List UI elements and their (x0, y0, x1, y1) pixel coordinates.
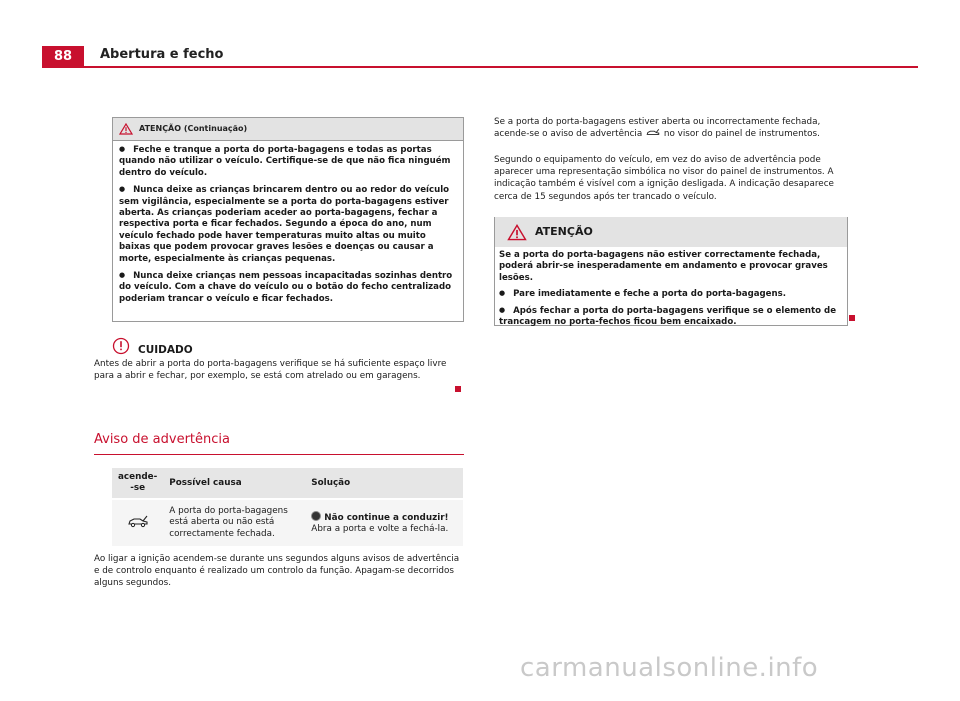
end-of-section-marker (455, 386, 461, 392)
caution-heading: CUIDADO (138, 344, 193, 356)
warning-box-heading: ATENÇÃO (Continuação) (139, 123, 248, 133)
warning-box-header (495, 217, 847, 247)
column-header-solution: Solução (305, 468, 463, 498)
page-number: 88 (42, 46, 84, 68)
right-paragraph-1: Se a porta do porta-bagagens estiver aberta ou incorrectamente fechada, acende-se o aviso de advertência no visor do painel de instrumentos. (494, 117, 821, 140)
ignition-paragraph: Ao ligar a ignição acendem-se durante uns segundos alguns avisos de advertência e de controlo enquanto é realizado um controlo da função. Apagam-se decorridos alguns segundos. (94, 554, 460, 589)
warning-intro: Se a porta do porta-bagagens não estiver correctamente fechada, poderá abrir-se inesperadamente em andamento e provocar graves lesões. (499, 250, 828, 283)
warning-item: ● Pare imediatamente e feche a porta do porta-bagagens. (499, 289, 843, 300)
end-of-section-marker (849, 315, 855, 321)
warning-box-continued (112, 117, 464, 322)
warning-box (494, 217, 848, 326)
watermark: carmanualsonline.info (520, 653, 819, 683)
section-title: Aviso de advertência (94, 432, 230, 447)
stop-indicator-icon (311, 511, 321, 521)
car-open-trunk-icon (127, 514, 149, 528)
column-header-cause: Possível causa (163, 468, 305, 498)
warning-light-table (112, 468, 463, 546)
table-cell-icon (112, 500, 163, 546)
warning-item: ● Nunca deixe as crianças brincarem dentro ou ao redor do veículo sem vigilância, especialmente se a porta do porta-bagagens estiver aberta. As crianças poderiam aceder ao porta-bagagens, fechar a respectiva porta e ficar fechados. Segundo a época do ano, num veículo fechado pode haver temperaturas muito altas ou muito baixas que podem provocar graves lesões e doenças ou causar a morte, especialmente às crianças pequenas. (119, 185, 457, 265)
right-paragraph-2: Segundo o equipamento do veículo, em vez do aviso de advertência pode aparecer uma representação simbólica no visor do painel de instrumentos. A indicação também é visível com a ignição desligada. A indicação desaparece cerca de 15 segundos após ter trancado o veículo. (494, 155, 834, 202)
warning-triangle-icon (119, 123, 133, 135)
car-open-trunk-icon (645, 128, 661, 137)
warning-heading: ATENÇÃO (535, 224, 593, 238)
column-header-lights-up: acende- -se (112, 468, 163, 498)
warning-box-header (113, 118, 463, 141)
table-cell-cause: A porta do porta-bagagens está aberta ou não está correctamente fechada. (163, 500, 305, 546)
table-cell-solution: Não continue a conduzir! Abra a porta e volte a fechá-la. (305, 500, 463, 546)
caution-text: Antes de abrir a porta do porta-bagagens verifique se há suficiente espaço livre para a abrir e fechar, por exemplo, se está com atrelado ou em garagens. (94, 359, 447, 382)
section-rule (94, 454, 464, 455)
caution-icon (112, 337, 130, 355)
chapter-title: Abertura e fecho (100, 47, 224, 62)
warning-item: ● Feche e tranque a porta do porta-bagagens e todas as portas quando não utilizar o veículo. Certifique-se de que não fica ninguém dentro do veículo. (119, 145, 457, 179)
warning-item: ● Nunca deixe crianças nem pessoas incapacitadas sozinhas dentro do veículo. Com a chave do veículo ou o botão do fecho centralizado poderiam trancar o veículo e ficar fechados. (119, 271, 457, 305)
table-row (112, 500, 463, 546)
warning-item: ● Após fechar a porta do porta-bagagens verifique se o elemento de trancagem no porta-fechos ficou bem encaixado. (499, 306, 843, 329)
table-header-row (112, 468, 463, 498)
header-rule (42, 66, 918, 68)
warning-triangle-icon (507, 224, 527, 241)
caution-heading-row (112, 336, 193, 356)
